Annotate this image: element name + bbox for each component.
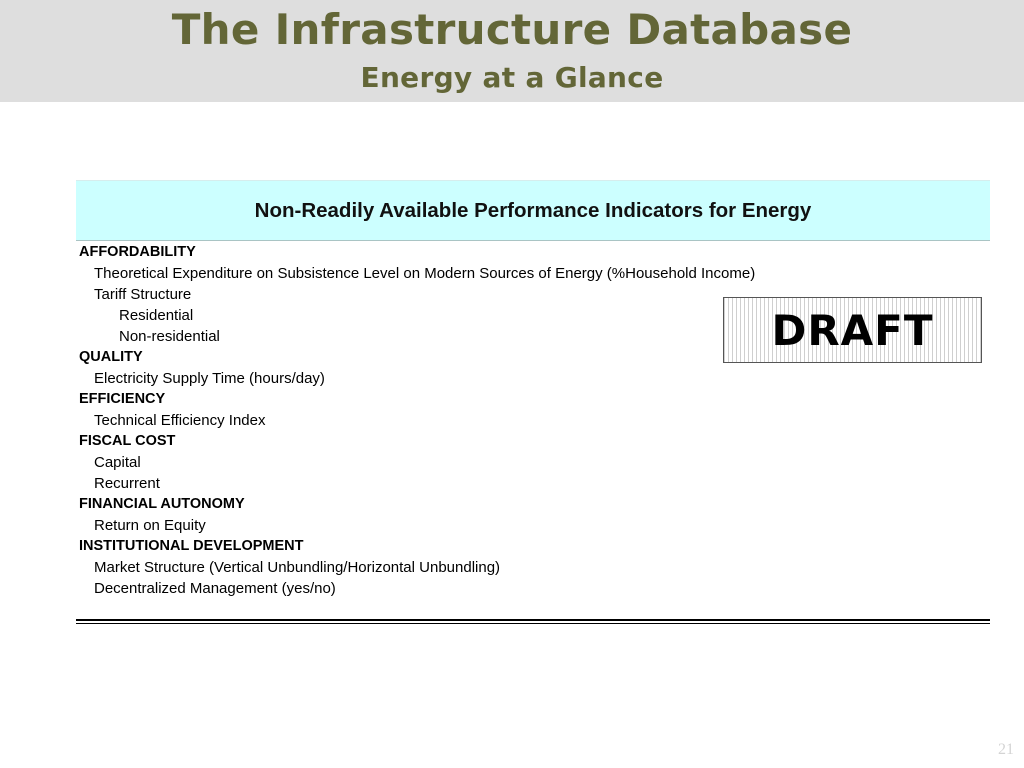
table-header-title: Non-Readily Available Performance Indicators for Energy <box>254 198 812 222</box>
indicator-item: Market Structure (Vertical Unbundling/Horizontal Unbundling) <box>94 559 501 576</box>
indicator-item: Theoretical Expenditure on Subsistence Level on Modern Sources of Energy (%Household Income) <box>94 265 756 282</box>
table-bottom-rule <box>76 619 990 621</box>
page-number: 21 <box>998 741 1014 758</box>
indicator-item: Recurrent <box>94 475 160 492</box>
indicator-item: Tariff Structure <box>94 286 192 303</box>
draft-stamp <box>723 297 982 363</box>
table-header <box>76 180 990 241</box>
indicator-list <box>79 242 979 599</box>
indicator-item: Capital <box>94 454 141 471</box>
slide-title: The Infrastructure Database <box>171 5 853 54</box>
draft-label: DRAFT <box>771 305 934 355</box>
indicator-item: Return on Equity <box>94 517 206 534</box>
indicator-item: Electricity Supply Time (hours/day) <box>94 370 325 387</box>
category-heading: AFFORDABILITY <box>79 244 196 260</box>
slide-subtitle: Energy at a Glance <box>360 61 664 94</box>
category-heading: QUALITY <box>79 349 143 365</box>
indicator-subitem: Non-residential <box>119 328 220 345</box>
indicator-subitem: Residential <box>119 307 194 324</box>
category-heading: EFFICIENCY <box>79 391 166 407</box>
indicator-item: Decentralized Management (yes/no) <box>94 580 336 597</box>
indicator-item: Technical Efficiency Index <box>94 412 266 429</box>
category-heading: INSTITUTIONAL DEVELOPMENT <box>79 538 304 554</box>
table-bottom-rule-thin <box>76 623 990 624</box>
category-heading: FINANCIAL AUTONOMY <box>79 496 245 512</box>
category-heading: FISCAL COST <box>79 433 176 449</box>
